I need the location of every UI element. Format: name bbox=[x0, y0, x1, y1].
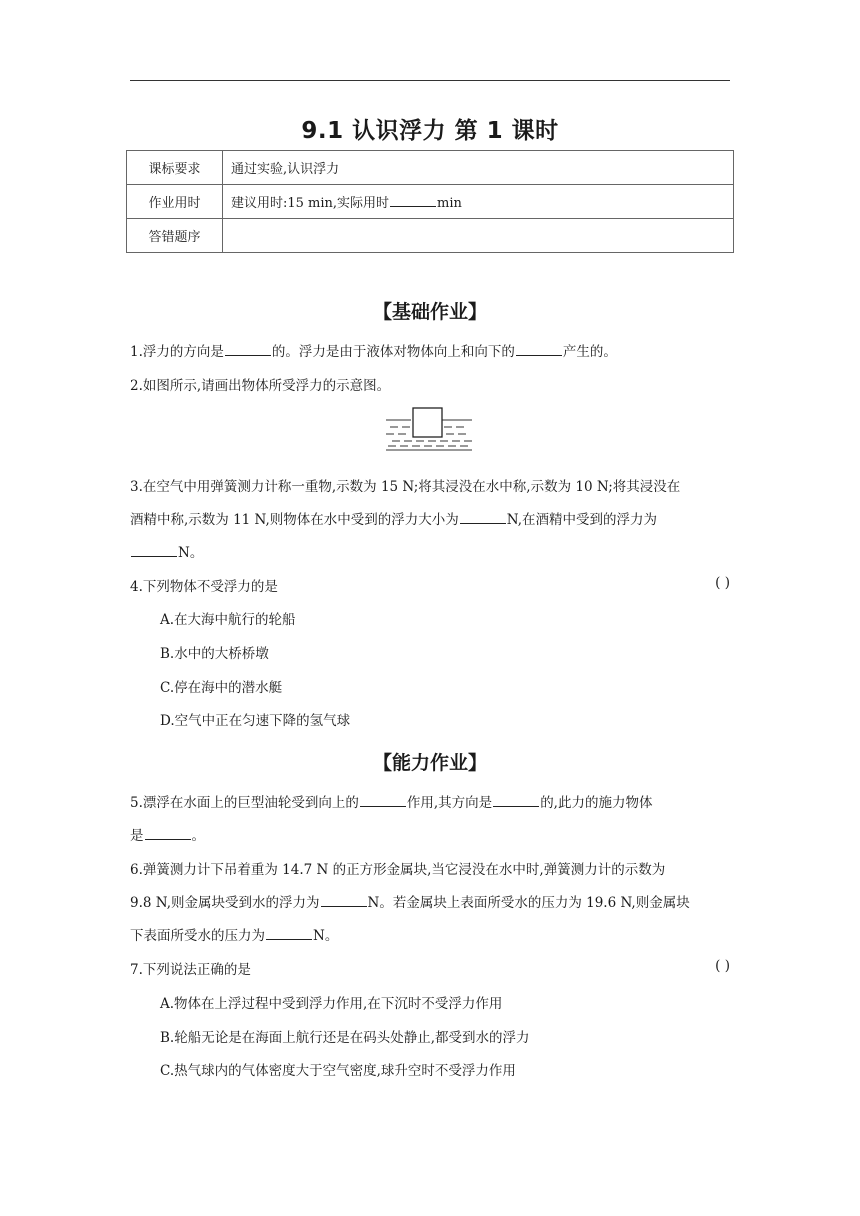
q3-text: N,在酒精中受到的浮力为 bbox=[506, 512, 658, 528]
option-b[interactable]: B.轮船无论是在海面上航行还是在码头处静止,都受到水的浮力 bbox=[160, 1030, 530, 1046]
table-value bbox=[223, 185, 734, 219]
header-rule bbox=[130, 80, 730, 81]
time-unit: min bbox=[437, 196, 462, 211]
table-row bbox=[127, 219, 734, 253]
option-c[interactable]: C.停在海中的潜水艇 bbox=[160, 680, 283, 696]
q5-text: 5.漂浮在水面上的巨型油轮受到向上的 bbox=[130, 795, 359, 811]
answer-blank[interactable] bbox=[360, 794, 406, 807]
q5-text: 是 bbox=[130, 828, 144, 844]
table-value: 通过实验,认识浮力 bbox=[223, 151, 734, 185]
question-5-line-2 bbox=[130, 824, 730, 844]
question-5-line-1 bbox=[130, 791, 730, 811]
q5-text: 作用,其方向是 bbox=[406, 795, 493, 811]
question-3-line-1: 3.在空气中用弹簧测力计称一重物,示数为 15 N;将其浸没在水中称,示数为 10 N;将其浸没在 bbox=[130, 479, 681, 495]
q1-text: 产生的。 bbox=[562, 344, 617, 360]
question-6-line-3 bbox=[130, 924, 730, 944]
question-3-line-3 bbox=[130, 541, 730, 561]
q6-text: 9.8 N,则金属块受到水的浮力为 bbox=[130, 895, 320, 911]
section-heading-basic: 【基础作业】 bbox=[372, 301, 487, 323]
option-a[interactable]: A.物体在上浮过程中受到浮力作用,在下沉时不受浮力作用 bbox=[160, 996, 503, 1012]
q1-text: 的。浮力是由于液体对物体向上和向下的 bbox=[271, 344, 515, 360]
answer-blank[interactable] bbox=[321, 894, 367, 907]
section-heading-ability: 【能力作业】 bbox=[372, 752, 487, 774]
page-title: 9.1 认识浮力 第 1 课时 bbox=[301, 118, 559, 144]
question-4: 4.下列物体不受浮力的是 bbox=[130, 579, 278, 595]
q6-text: N。若金属块上表面所受水的压力为 19.6 N,则金属块 bbox=[367, 895, 690, 911]
answer-parenthesis[interactable]: ( ) bbox=[715, 575, 730, 591]
question-1 bbox=[130, 340, 730, 360]
q6-text: 下表面所受水的压力为 bbox=[130, 928, 265, 944]
question-6-line-2 bbox=[130, 891, 730, 911]
floating-block bbox=[413, 408, 442, 437]
answer-blank[interactable] bbox=[145, 827, 191, 840]
info-table bbox=[126, 150, 734, 253]
q6-text: N。 bbox=[313, 928, 339, 944]
q5-text: 的,此力的施力物体 bbox=[540, 795, 653, 811]
q5-text: 。 bbox=[191, 828, 205, 844]
table-row bbox=[127, 151, 734, 185]
q1-text: 1.浮力的方向是 bbox=[130, 344, 224, 360]
answer-blank[interactable] bbox=[516, 343, 562, 356]
floating-block-figure bbox=[384, 406, 476, 454]
question-6-line-1: 6.弹簧测力计下吊着重为 14.7 N 的正方形金属块,当它浸没在水中时,弹簧测力计的示数为 bbox=[130, 862, 666, 878]
time-prefix: 建议用时:15 min,实际用时 bbox=[231, 196, 390, 211]
option-a[interactable]: A.在大海中航行的轮船 bbox=[160, 612, 296, 628]
question-2: 2.如图所示,请画出物体所受浮力的示意图。 bbox=[130, 378, 391, 394]
time-blank[interactable] bbox=[390, 194, 436, 207]
answer-blank[interactable] bbox=[493, 794, 539, 807]
answer-blank[interactable] bbox=[131, 544, 177, 557]
q3-text: N。 bbox=[178, 545, 204, 561]
table-row bbox=[127, 185, 734, 219]
answer-blank[interactable] bbox=[460, 511, 506, 524]
question-3-line-2 bbox=[130, 508, 730, 528]
option-d[interactable]: D.空气中正在匀速下降的氢气球 bbox=[160, 713, 351, 729]
answer-parenthesis[interactable]: ( ) bbox=[715, 958, 730, 974]
option-b[interactable]: B.水中的大桥桥墩 bbox=[160, 646, 269, 662]
answer-blank[interactable] bbox=[225, 343, 271, 356]
table-key: 答错题序 bbox=[127, 219, 223, 253]
option-c[interactable]: C.热气球内的气体密度大于空气密度,球升空时不受浮力作用 bbox=[160, 1063, 516, 1079]
question-7: 7.下列说法正确的是 bbox=[130, 962, 251, 978]
q3-text: 酒精中称,示数为 11 N,则物体在水中受到的浮力大小为 bbox=[130, 512, 459, 528]
table-key: 课标要求 bbox=[127, 151, 223, 185]
table-value[interactable] bbox=[223, 219, 734, 253]
table-key: 作业用时 bbox=[127, 185, 223, 219]
answer-blank[interactable] bbox=[266, 927, 312, 940]
